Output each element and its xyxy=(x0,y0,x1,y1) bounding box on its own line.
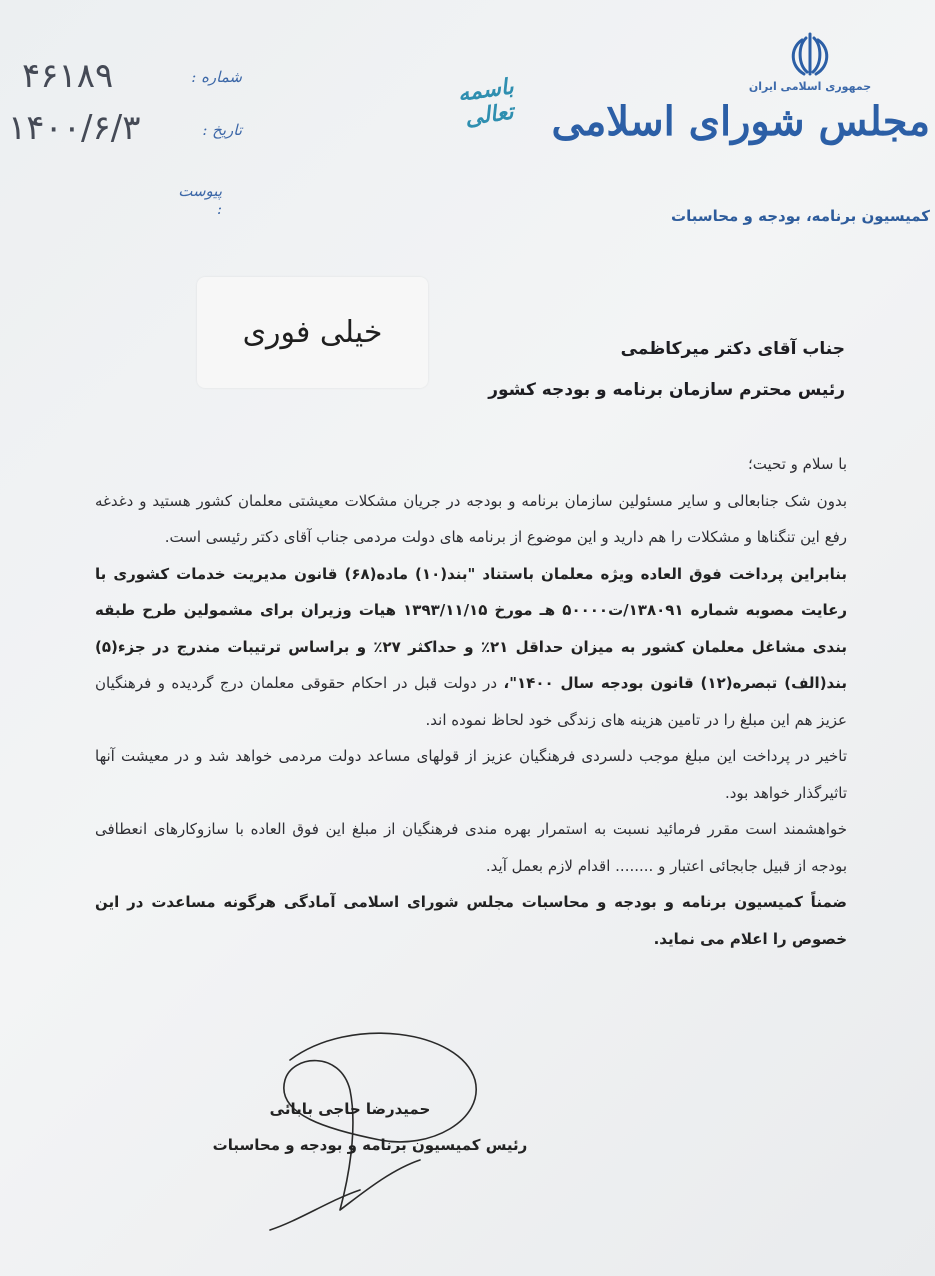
paragraph-4: خواهشمند است مقرر فرمائید نسبت به استمرار بهره مندی فرهنگیان از مبلغ این فوق العاده با سازوکارهای انعطافی بودجه از قبیل جابجائی اعتبار و ........ اقدام لازم بعمل آید. xyxy=(95,820,847,875)
paragraph-2 xyxy=(95,556,847,739)
iran-emblem-icon xyxy=(780,30,840,78)
addressee-name: جناب آقای دکتر میرکاظمی xyxy=(620,339,845,359)
letter-date-value: ۱۴۰۰/۶/۳ xyxy=(8,108,141,148)
paragraph-2-bold: بنابراین پرداخت فوق العاده ویژه معلمان باستناد "بند(۱۰) ماده(۶۸) قانون مدیریت خدمات کشوری با رعایت مصوبه شماره ۱۳۸۰۹۱/ت۵۰۰۰۰ هـ مورخ ۱۳۹۳/۱۱/۱۵ هیات وزیران برای مشمولین طرح طبقه بندی مشاغل معلمان کشور به میزان حداقل ۲۱٪ و حداکثر ۲۷٪ و براساس ترتیبات مندرج در جزء(۵) بند(الف) تبصره(۱۲) قانون بودجه سال ۱۴۰۰"، xyxy=(95,564,847,692)
bismillah-motto: باسمه تعالی xyxy=(456,74,516,132)
letter-number-value: ۴۶۱۸۹ xyxy=(22,56,114,96)
letter-date-label: تاریخ : xyxy=(202,121,242,139)
greeting: با سلام و تحیت؛ xyxy=(748,455,847,473)
commission-name: کمیسیون برنامه، بودجه و محاسبات xyxy=(671,207,930,225)
handwritten-signature xyxy=(230,1020,510,1250)
parliament-logotype: مجلس شورای اسلامی xyxy=(551,98,930,145)
paragraph-2-rest: در دولت قبل در احکام حقوقی معلمان درج گردیده و فرهنگیان عزیز هم این مبلغ را در تامین هزینه های زندگی خود لحاظ نموده اند. xyxy=(95,674,847,729)
signer-title: رئیس کمیسیون برنامه و بودجه و محاسبات xyxy=(212,1136,528,1154)
republic-label: جمهوری اسلامی ایران xyxy=(748,80,872,93)
signer-name: حمیدرضا حاجی بابائی xyxy=(269,1100,431,1118)
urgent-note: خیلی فوری xyxy=(197,277,428,388)
paragraph-1: بدون شک جنابعالی و سایر مسئولین سازمان برنامه و بودجه در جریان مشکلات معیشتی معلمان کشور هستید و دغدغه رفع این تنگناها و مشکلات را هم دارید و این موضوع از برنامه های دولت مردمی جناب آقای دکتر رئیسی است. xyxy=(95,491,847,546)
attachment-label: پیوست : xyxy=(178,182,222,218)
letter-number-label: شماره : xyxy=(191,68,242,86)
letter-body xyxy=(95,446,847,957)
addressee-title: رئیس محترم سازمان برنامه و بودجه کشور xyxy=(488,380,845,400)
paragraph-3: تاخیر در پرداخت این مبلغ موجب دلسردی فرهنگیان عزیز از قولهای مساعد دولت مردمی خواهد شد و در معیشت آنها تاثیرگذار خواهد بود. xyxy=(95,747,847,802)
paragraph-5: ضمناً کمیسیون برنامه و بودجه و محاسبات مجلس شورای اسلامی آمادگی هرگونه مساعدت در این خصوص را اعلام می نماید. xyxy=(95,893,847,948)
